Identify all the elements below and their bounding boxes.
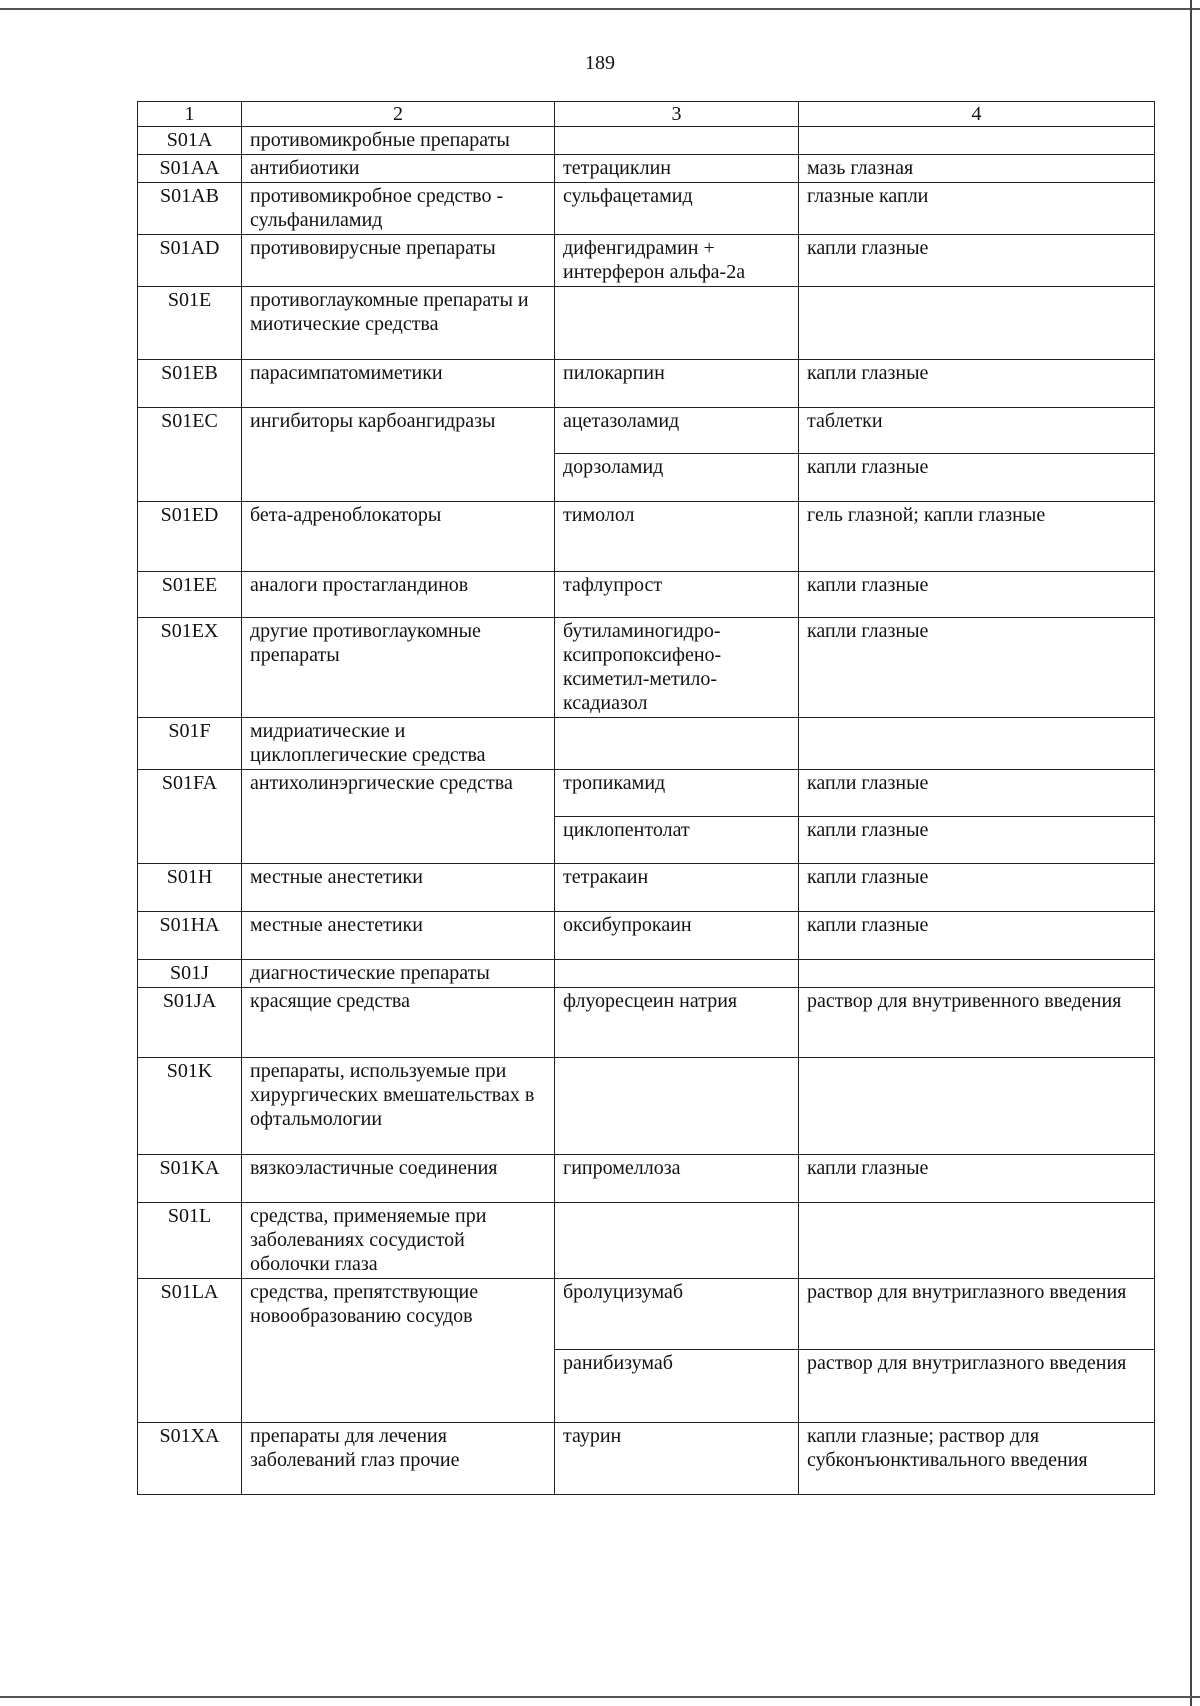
drug-name-cell: гипромеллоза: [555, 1155, 799, 1203]
atc-code-cell: S01AB: [138, 183, 242, 235]
table-row: [138, 155, 1155, 183]
table-row: [138, 770, 1155, 817]
group-name-cell: диагностические препараты: [242, 960, 555, 988]
atc-code-cell: S01A: [138, 127, 242, 155]
drug-name-cell: тафлупрост: [555, 572, 799, 618]
atc-code-cell: S01LA: [138, 1279, 242, 1423]
dosage-form-cell: раствор для внутривенного введения: [799, 988, 1155, 1058]
table-row: [138, 408, 1155, 454]
atc-code-cell: S01E: [138, 287, 242, 360]
atc-drug-table: [137, 101, 1155, 1495]
atc-code-cell: S01K: [138, 1058, 242, 1155]
dosage-form-cell: капли глазные: [799, 572, 1155, 618]
dosage-form-cell: капли глазные: [799, 1155, 1155, 1203]
atc-code-cell: S01AD: [138, 235, 242, 287]
table-row: [138, 960, 1155, 988]
drug-name-cell: [555, 1058, 799, 1155]
atc-code-cell: S01EX: [138, 618, 242, 718]
dosage-form-cell: капли глазные: [799, 817, 1155, 864]
table-row: [138, 127, 1155, 155]
dosage-form-cell: [799, 1058, 1155, 1155]
dosage-form-cell: гель глазной; капли глазные: [799, 502, 1155, 572]
table-row: [138, 183, 1155, 235]
column-header-3: 3: [555, 102, 799, 127]
dosage-form-cell: [799, 718, 1155, 770]
table-row: [138, 988, 1155, 1058]
dosage-form-cell: раствор для внутриглазного введения: [799, 1350, 1155, 1423]
drug-name-cell: тропикамид: [555, 770, 799, 817]
table-row: [138, 502, 1155, 572]
table-row: [138, 1058, 1155, 1155]
drug-name-cell: бутиламиногидро-ксипропоксифено-ксиметил-метило-ксадиазол: [555, 618, 799, 718]
drug-name-cell: пилокарпин: [555, 360, 799, 408]
atc-code-cell: S01EC: [138, 408, 242, 502]
group-name-cell: противомикробные препараты: [242, 127, 555, 155]
drug-name-cell: оксибупрокаин: [555, 912, 799, 960]
group-name-cell: противомикробное средство - сульфаниламид: [242, 183, 555, 235]
group-name-cell: препараты для лечения заболеваний глаз прочие: [242, 1423, 555, 1495]
drug-name-cell: циклопентолат: [555, 817, 799, 864]
drug-name-cell: тимолол: [555, 502, 799, 572]
group-name-cell: противоглаукомные препараты и миотические средства: [242, 287, 555, 360]
dosage-form-cell: капли глазные: [799, 360, 1155, 408]
dosage-form-cell: капли глазные: [799, 235, 1155, 287]
atc-code-cell: S01FA: [138, 770, 242, 864]
group-name-cell: средства, применяемые при заболеваниях сосудистой оболочки глаза: [242, 1203, 555, 1279]
drug-name-cell: дорзоламид: [555, 454, 799, 502]
group-name-cell: парасимпатомиметики: [242, 360, 555, 408]
drug-name-cell: дифенгидрамин + интерферон альфа-2а: [555, 235, 799, 287]
table-row: [138, 618, 1155, 718]
dosage-form-cell: глазные капли: [799, 183, 1155, 235]
drug-name-cell: таурин: [555, 1423, 799, 1495]
column-header-1: 1: [138, 102, 242, 127]
drug-name-cell: ацетазоламид: [555, 408, 799, 454]
atc-code-cell: S01ED: [138, 502, 242, 572]
group-name-cell: местные анестетики: [242, 864, 555, 912]
drug-name-cell: [555, 960, 799, 988]
dosage-form-cell: [799, 127, 1155, 155]
table-row: [138, 1155, 1155, 1203]
table-row: [138, 1423, 1155, 1495]
dosage-form-cell: таблетки: [799, 408, 1155, 454]
table-row: [138, 360, 1155, 408]
atc-table-body: [138, 102, 1155, 1495]
drug-name-cell: [555, 127, 799, 155]
table-row: [138, 1203, 1155, 1279]
dosage-form-cell: капли глазные: [799, 770, 1155, 817]
drug-name-cell: ранибизумаб: [555, 1350, 799, 1423]
page-border-top: [0, 8, 1200, 10]
atc-code-cell: S01F: [138, 718, 242, 770]
drug-name-cell: [555, 718, 799, 770]
table-row: [138, 1279, 1155, 1350]
dosage-form-cell: капли глазные: [799, 864, 1155, 912]
group-name-cell: вязкоэластичные соединения: [242, 1155, 555, 1203]
table-row: [138, 235, 1155, 287]
table-row: [138, 287, 1155, 360]
atc-code-cell: S01L: [138, 1203, 242, 1279]
group-name-cell: средства, препятствующие новообразованию сосудов: [242, 1279, 555, 1423]
table-row: [138, 572, 1155, 618]
column-header-2: 2: [242, 102, 555, 127]
dosage-form-cell: [799, 287, 1155, 360]
group-name-cell: препараты, используемые при хирургических вмешательствах в офтальмологии: [242, 1058, 555, 1155]
dosage-form-cell: капли глазные: [799, 618, 1155, 718]
atc-code-cell: S01EE: [138, 572, 242, 618]
group-name-cell: противовирусные препараты: [242, 235, 555, 287]
drug-name-cell: тетрациклин: [555, 155, 799, 183]
atc-code-cell: S01J: [138, 960, 242, 988]
atc-code-cell: S01H: [138, 864, 242, 912]
group-name-cell: аналоги простагландинов: [242, 572, 555, 618]
dosage-form-cell: раствор для внутриглазного введения: [799, 1279, 1155, 1350]
group-name-cell: бета-адреноблокаторы: [242, 502, 555, 572]
drug-name-cell: [555, 1203, 799, 1279]
group-name-cell: антихолинэргические средства: [242, 770, 555, 864]
column-header-4: 4: [799, 102, 1155, 127]
atc-code-cell: S01AA: [138, 155, 242, 183]
atc-code-cell: S01EB: [138, 360, 242, 408]
dosage-form-cell: [799, 1203, 1155, 1279]
page-border-bottom: [0, 1696, 1200, 1698]
page-number: 189: [585, 52, 615, 74]
group-name-cell: красящие средства: [242, 988, 555, 1058]
table-header-row: [138, 102, 1155, 127]
group-name-cell: другие противоглаукомные препараты: [242, 618, 555, 718]
dosage-form-cell: капли глазные: [799, 454, 1155, 502]
table-row: [138, 718, 1155, 770]
group-name-cell: антибиотики: [242, 155, 555, 183]
drug-name-cell: тетракаин: [555, 864, 799, 912]
drug-name-cell: сульфацетамид: [555, 183, 799, 235]
atc-code-cell: S01JA: [138, 988, 242, 1058]
dosage-form-cell: мазь глазная: [799, 155, 1155, 183]
atc-code-cell: S01KA: [138, 1155, 242, 1203]
group-name-cell: мидриатические и циклоплегические средства: [242, 718, 555, 770]
atc-code-cell: S01XA: [138, 1423, 242, 1495]
atc-code-cell: S01HA: [138, 912, 242, 960]
table-row: [138, 864, 1155, 912]
drug-name-cell: флуоресцеин натрия: [555, 988, 799, 1058]
drug-name-cell: бролуцизумаб: [555, 1279, 799, 1350]
dosage-form-cell: [799, 960, 1155, 988]
dosage-form-cell: капли глазные: [799, 912, 1155, 960]
group-name-cell: местные анестетики: [242, 912, 555, 960]
table-row: [138, 912, 1155, 960]
group-name-cell: ингибиторы карбоангидразы: [242, 408, 555, 502]
dosage-form-cell: капли глазные; раствор для субконъюнктивального введения: [799, 1423, 1155, 1495]
drug-name-cell: [555, 287, 799, 360]
page-border-right: [1190, 0, 1192, 1706]
